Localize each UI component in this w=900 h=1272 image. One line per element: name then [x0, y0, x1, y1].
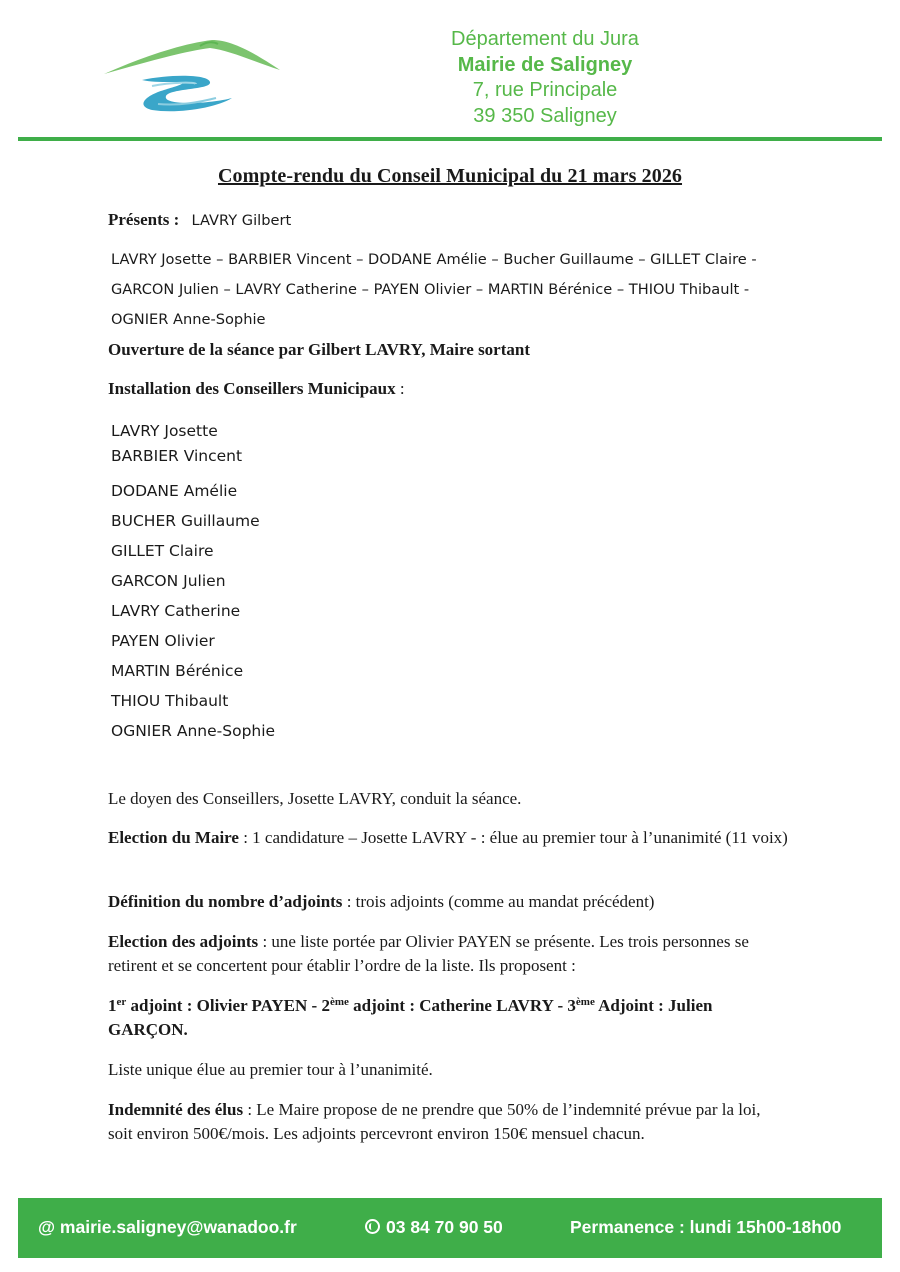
adjoint-1-suffix: er	[116, 996, 127, 1008]
doyen-paragraph: Le doyen des Conseillers, Josette LAVRY, conduit la séance.	[108, 789, 522, 808]
election-adjoints-label: Election des adjoints	[108, 932, 259, 951]
councillor-list-item: BARBIER Vincent	[111, 447, 243, 465]
councillor-list-item: LAVRY Catherine	[111, 602, 241, 620]
councillor-list-item: DODANE Amélie	[111, 482, 238, 500]
councillor-list-item: MARTIN Bérénice	[111, 662, 244, 680]
installation-label: Installation des Conseillers Municipaux	[108, 379, 396, 398]
street-address: 7, rue Principale	[472, 79, 618, 101]
footer-phone-number: 03 84 70 90 50	[386, 1217, 503, 1237]
presents-names-line-3: OGNIER Anne-Sophie	[111, 311, 266, 328]
adjoint-3-suffix: ème	[575, 996, 595, 1008]
footer-bar	[18, 1198, 882, 1258]
footer-phone	[365, 1217, 503, 1238]
presents-label: Présents :	[108, 210, 180, 229]
councillor-list-item: GARCON Julien	[111, 572, 226, 590]
installation-heading	[108, 377, 405, 401]
councillor-list-item: LAVRY Josette	[111, 422, 218, 440]
election-adjoints-paragraph	[108, 930, 768, 978]
footer-email[interactable]: @ mairie.saligney@wanadoo.fr	[38, 1217, 297, 1237]
header-divider	[18, 137, 882, 141]
phone-icon	[365, 1219, 380, 1234]
adjoint-2-number: 2	[321, 996, 330, 1015]
department-name: Département du Jura	[451, 28, 639, 50]
election-adjoints-text: : une liste portée par Olivier PAYEN se présente. Les trois personnes se retirent et se concertent pour établir l’ordre de la liste. Ils proposent :	[108, 932, 749, 975]
page-title: Compte-rendu du Conseil Municipal du 21 mars 2026	[217, 165, 683, 187]
definition-adjoints-text: : trois adjoints (comme au mandat précédent)	[342, 892, 655, 911]
adjoint-1-number: 1	[108, 996, 117, 1015]
opening-heading: Ouverture de la séance par Gilbert LAVRY, Maire sortant	[108, 340, 531, 359]
adjoint-2-suffix: ème	[329, 996, 349, 1008]
definition-adjoints-paragraph	[108, 890, 788, 914]
councillor-list-item: PAYEN Olivier	[111, 632, 215, 650]
adjoints-list-paragraph	[108, 994, 778, 1042]
adjoint-3-number: 3	[567, 996, 576, 1015]
indemnite-label: Indemnité des élus	[108, 1100, 244, 1119]
presents-names-line-1: LAVRY Josette – BARBIER Vincent – DODANE Amélie – Bucher Guillaume – GILLET Claire -	[111, 251, 757, 268]
councillor-list-item: THIOU Thibault	[111, 692, 229, 710]
footer-permanence: Permanence : lundi 15h00-18h00	[570, 1217, 842, 1237]
installation-suffix: :	[395, 379, 405, 398]
adjoint-2-text: adjoint : Catherine LAVRY -	[348, 996, 568, 1015]
councillor-list-item: OGNIER Anne-Sophie	[111, 722, 276, 740]
presents-line	[108, 208, 291, 233]
indemnite-paragraph	[108, 1098, 788, 1146]
election-maire-paragraph	[108, 826, 788, 850]
header-address-block	[400, 27, 690, 129]
councillor-list-item: BUCHER Guillaume	[111, 512, 260, 530]
liste-unique-paragraph: Liste unique élue au premier tour à l’unanimité.	[108, 1060, 433, 1079]
adjoint-3-text: Adjoint : Julien GARÇON.	[108, 996, 713, 1039]
councillor-list-item: GILLET Claire	[111, 542, 214, 560]
indemnite-text: : Le Maire propose de ne prendre que 50% de l’indemnité prévue par la loi, soit environ 500€/mois. Les adjoints percevront environ 150€ mensuel chacun.	[108, 1100, 761, 1143]
mairie-name: Mairie de Saligney	[457, 53, 633, 76]
presents-first-name: LAVRY Gilbert	[191, 212, 292, 229]
presents-names-line-2: GARCON Julien – LAVRY Catherine – PAYEN Olivier – MARTIN Bérénice – THIOU Thibault -	[111, 281, 750, 298]
adjoint-1-text: adjoint : Olivier PAYEN -	[126, 996, 322, 1015]
election-maire-label: Election du Maire	[108, 828, 239, 847]
election-maire-text: : 1 candidature – Josette LAVRY - : élue au premier tour à l’unanimité (11 voix)	[238, 828, 788, 847]
definition-adjoints-label: Définition du nombre d’adjoints	[108, 892, 343, 911]
postal-city: 39 350 Saligney	[473, 104, 617, 127]
mountain-river-logo-icon	[100, 36, 285, 116]
